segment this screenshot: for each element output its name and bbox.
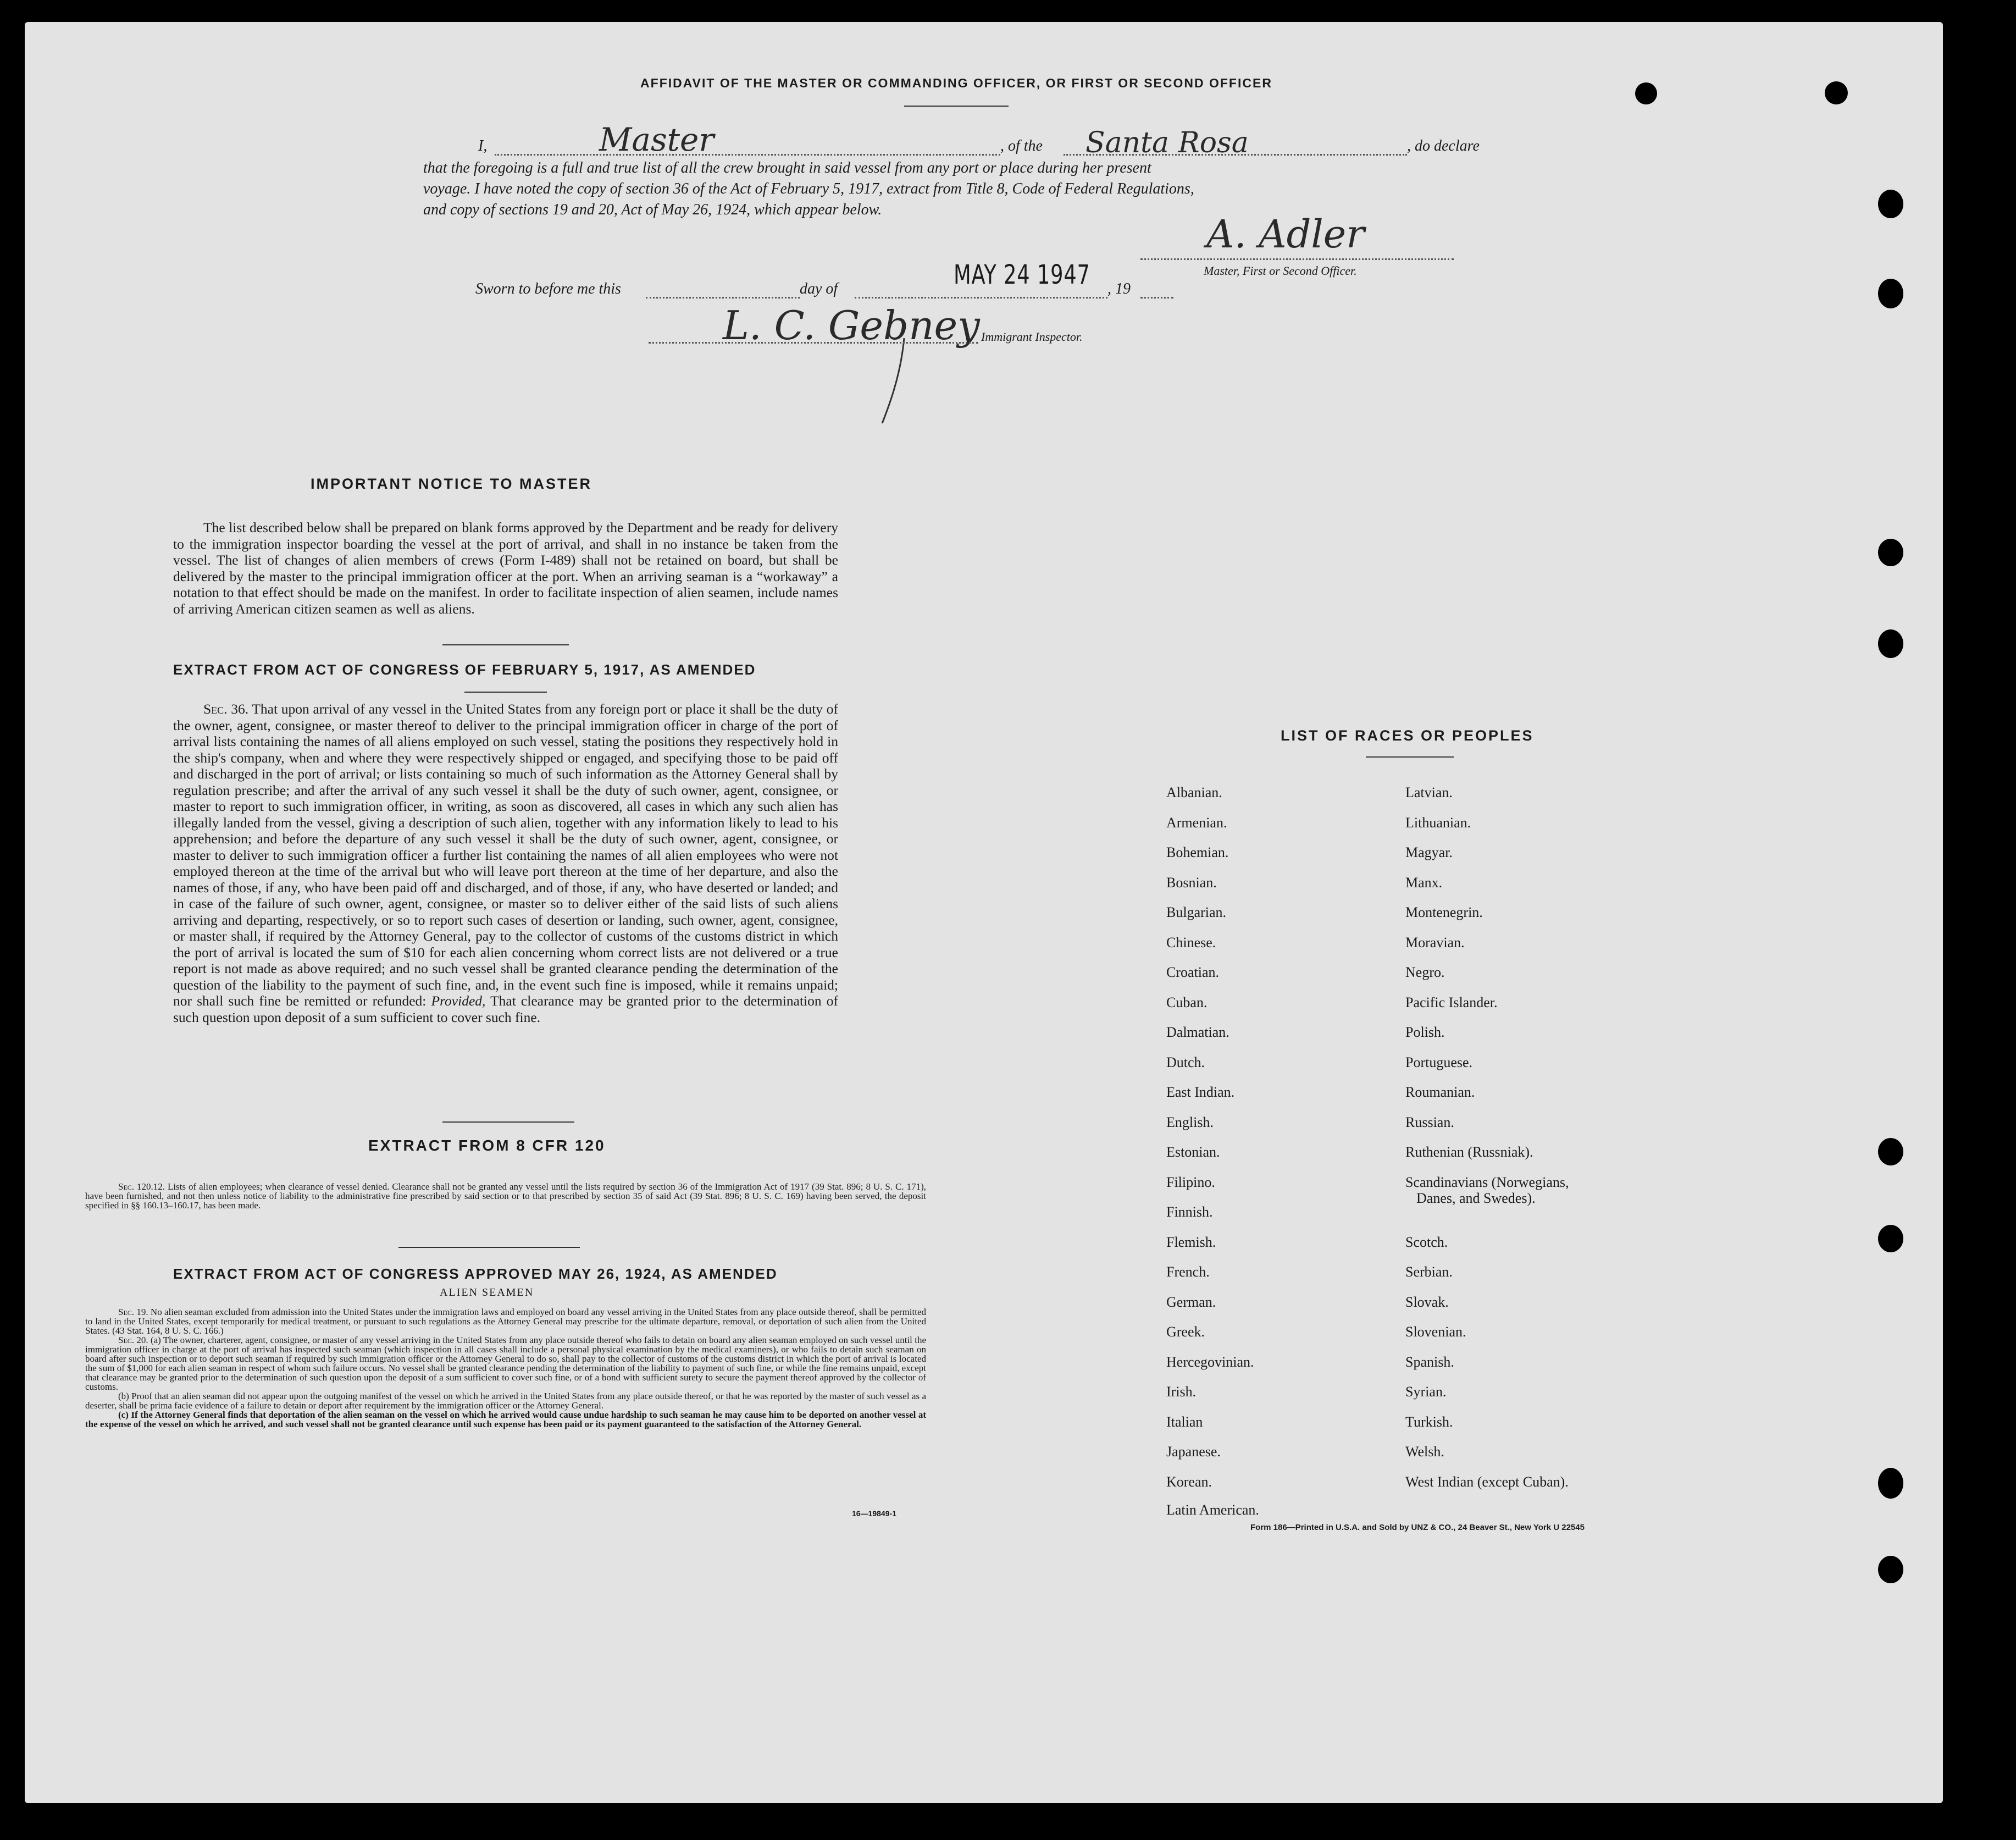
section-body: No alien seaman excluded from admission into the United States under the immigration laws and employed on board any vessel arriving in the United States from any place outside thereof, shall be permitted to land in the United States, except temporarily for medical treatment, or pursuant to such regulations as the Attorney General may prescribe for the ultimate departure, removal, or deportation of such alien from the United States. (43 Stat. 164, 8 U. S. C. 166.) — [85, 1307, 927, 1336]
notice-title: IMPORTANT NOTICE TO MASTER — [311, 476, 592, 492]
race-item: Welsh. — [1405, 1444, 1444, 1460]
race-item: Magyar. — [1405, 844, 1453, 860]
race-item: Armenian. — [1166, 814, 1227, 831]
extract-1924-text — [85, 1307, 926, 1429]
race-item: Serbian. — [1405, 1264, 1453, 1280]
extract-1917-title: EXTRACT FROM ACT OF CONGRESS OF FEBRUARY 5, 1917, AS AMENDED — [173, 661, 756, 678]
race-item: Turkish. — [1405, 1413, 1453, 1430]
race-item: Russian. — [1405, 1114, 1454, 1130]
race-item-line: Danes, and Swedes). — [1416, 1190, 1536, 1206]
races-column-1 — [1166, 778, 1386, 1523]
race-item: Spanish. — [1405, 1353, 1454, 1370]
race-item: Greek. — [1166, 1324, 1205, 1340]
race-item: Moravian. — [1405, 934, 1465, 951]
race-item: Syrian. — [1405, 1384, 1447, 1400]
inspector-caption: Immigrant Inspector. — [981, 330, 1083, 344]
race-item: Latin American. — [1166, 1502, 1259, 1518]
race-item: Cuban. — [1166, 994, 1208, 1010]
date-stamp: MAY 24 1947 — [954, 259, 1090, 290]
punch-hole — [1878, 1225, 1903, 1252]
affidavit-line: and copy of sections 19 and 20, Act of May 26, 1924, which appear below. — [423, 201, 882, 218]
declarant-label: I, — [478, 137, 488, 154]
race-item: English. — [1166, 1114, 1214, 1130]
punch-hole — [1878, 1556, 1903, 1583]
section-label: Sec. 120.12. — [118, 1181, 165, 1192]
race-item: Latvian. — [1405, 784, 1453, 800]
race-item — [1405, 1168, 1664, 1228]
alien-seamen-subtitle: ALIEN SEAMEN — [440, 1286, 534, 1299]
race-item: Italian — [1166, 1413, 1203, 1430]
race-item: Negro. — [1405, 964, 1445, 980]
race-item: German. — [1166, 1294, 1216, 1310]
punch-hole — [1878, 1468, 1903, 1499]
inspector-signature-line — [649, 342, 978, 344]
punch-hole — [1878, 1138, 1903, 1165]
race-item: Slovak. — [1405, 1294, 1449, 1310]
race-item: Scotch. — [1405, 1234, 1448, 1250]
divider — [904, 106, 1009, 107]
race-item: East Indian. — [1166, 1084, 1235, 1100]
race-item: Lithuanian. — [1405, 814, 1471, 831]
race-item: Polish. — [1405, 1024, 1445, 1040]
section-label: Sec. 36. — [203, 701, 249, 717]
cfr-text — [85, 1182, 926, 1210]
race-item: Pacific Islander. — [1405, 994, 1498, 1010]
race-item: West Indian (except Cuban). — [1405, 1473, 1569, 1490]
affidavit-title: AFFIDAVIT OF THE MASTER OR COMMANDING OFFICER, OR FIRST OR SECOND OFFICER — [640, 76, 1272, 90]
sworn-day-line — [646, 297, 800, 299]
section-body: That upon arrival of any vessel in the United States from any foreign port or place it shall be the duty of the owner, agent, consignee, or master thereof to deliver to the principal immigration officer in charge of the port of arrival lists containing the names of all aliens employed on such vessel, stating the positions they respectively hold in the ship's company, when and where they were respectively shipped or engaged, and specifying those to be paid off and discharged in the port of arrival; or lists containing so much of such information as the Attorney General shall by regulation prescribe; and after the arrival of any such vessel it shall be the duty of such owner, agent, consignee, or master to report to such immigration officer, in writing, as soon as discovered, all cases in which any such alien has illegally landed from the vessel, giving a description of such alien, together with any information likely to lead to his apprehension; and before the departure of any such vessel it shall be the duty of such owner, agent, consignee, or master to deliver to such immigration officer a further list containing the names of all alien employees who were not employed thereon at the time of the arrival but who will leave port thereon at the time of her departure, and also the names of those, if any, who have been paid off and discharged, and of those, if any, who have deserted or landed; and in case of the failure of such owner, agent, consignee, or master so to deliver either of the said lists of such aliens arriving and departing, respectively, or so to report such cases of desertion or landing, such owner, agent, consignee, or master shall, if required by the Attorney General, pay to the collector of customs of the customs district in which the port of arrival is located the sum of $10 for each alien concerning whom correct lists are not delivered or a true report is not made as above required; and no such vessel shall be granted clearance pending the determination of the question of the liability to the payment of such fine, and, in the event such fine is imposed, while it remains unpaid; nor shall such fine be remitted or refunded: — [173, 701, 838, 1009]
of-the-label: , of the — [1000, 137, 1043, 154]
year-label: , 19 — [1107, 280, 1131, 297]
printer-footer: Form 186—Printed in U.S.A. and Sold by UNZ & CO., 24 Beaver St., New York U 22545 — [1250, 1523, 1585, 1532]
section-label: Sec. 20. — [118, 1335, 148, 1345]
race-item: Ruthenian (Russniak). — [1405, 1144, 1533, 1160]
race-item: Manx. — [1405, 874, 1443, 891]
races-column-2 — [1405, 778, 1664, 1497]
race-item: Japanese. — [1166, 1444, 1221, 1460]
extract-1924-title: EXTRACT FROM ACT OF CONGRESS APPROVED MAY 26, 1924, AS AMENDED — [173, 1266, 778, 1282]
section-body: Lists of alien employees; when clearance of vessel denied. Clearance shall not be granted any vessel until the lists required by section 36 of the Immigration Act of 1917 (39 Stat. 896; 8 U. S. C. 171), have been furnished, and not then unless notice of liability to the administrative fine prescribed by said section or to that prescribed by section 35 of said Act (39 Stat. 896; 8 U. S. C. 169) having been served, the deposit specified in §§ 160.13–160.17, has been made. — [85, 1181, 927, 1211]
race-item: Korean. — [1166, 1473, 1212, 1490]
race-item: Chinese. — [1166, 934, 1216, 951]
sworn-month-line — [855, 297, 1107, 299]
cfr-title: EXTRACT FROM 8 CFR 120 — [368, 1137, 606, 1154]
divider — [442, 644, 569, 645]
officer-caption: Master, First or Second Officer. — [1204, 264, 1357, 278]
section-body: (a) The owner, charterer, agent, consignee, or master of any vessel arriving in the United States from any place outside thereof who fails to detain on board any alien seaman employed on such vessel until the immigration officer in charge at the port of arrival has inspected such seaman (which inspection in all cases shall include a personal physical examination by the medical examiners), or who fails to detain such seaman on board after such inspection or to deport such seaman if required by such immigration officer or the Attorney General to do so, shall pay to the collector of customs of the customs district in which the port of arrival is located the sum of $1,000 for each alien seaman in respect of whom such failure occurs. No vessel shall be granted clearance pending the determination of the liability to payment of such fine, or while the fine remains unpaid, except that clearance may be granted prior to the determination of such question upon the deposit of a sum sufficient to cover such fine, or of a bond with sufficient surety to secure the payment thereof approved by the collector of customs. — [85, 1335, 926, 1392]
race-item: Croatian. — [1166, 964, 1220, 980]
race-item: Roumanian. — [1405, 1084, 1475, 1100]
day-of-label: day of — [800, 280, 838, 297]
punch-hole — [1878, 629, 1903, 658]
race-item: Albanian. — [1166, 784, 1222, 800]
year-line — [1140, 297, 1173, 299]
race-item: Bohemian. — [1166, 844, 1229, 860]
race-item: Bulgarian. — [1166, 904, 1227, 920]
race-item: Hercegovinian. — [1166, 1353, 1254, 1370]
declarant-handwritten: Master — [599, 121, 715, 158]
notice-text: The list described below shall be prepared on blank forms approved by the Department and be ready for delivery to the immigration inspector boarding the vessel at the port of arrival, and shall in no instance be taken from the vessel. The list of changes of alien members of crews (Form I-489) shall not be retained on board, but shall be delivered by the master to the principal immigration officer at the port. When an arriving seaman is a “workaway” a notation to that effect should be made on the manifest. In order to facilitate inspection of alien seamen, include names of arriving American citizen seamen as well as aliens. — [173, 520, 838, 617]
race-item: Portuguese. — [1405, 1054, 1473, 1070]
race-item: Finnish. — [1166, 1204, 1213, 1220]
officer-signature: A. Adler — [1206, 212, 1365, 257]
document-page — [25, 22, 1943, 1803]
signature-flourish — [871, 335, 915, 429]
punch-hole — [1878, 279, 1903, 308]
extract-1917-text — [173, 701, 838, 1025]
race-item: Dalmatian. — [1166, 1024, 1229, 1040]
race-item: Flemish. — [1166, 1234, 1216, 1250]
race-item: Estonian. — [1166, 1144, 1220, 1160]
provided-word: Provided, — [431, 993, 486, 1009]
inspector-signature: L. C. Gebney — [723, 302, 980, 349]
declarant-line — [495, 154, 1000, 156]
race-item: Filipino. — [1166, 1174, 1215, 1190]
sworn-label: Sworn to before me this — [475, 280, 621, 297]
section-body: (b) Proof that an alien seaman did not appear upon the outgoing manifest of the vessel on which he arrived in the United States from any place outside thereof, or that he was reported by the master of such vessel as a deserter, shall be prima facie evidence of a failure to detain or deport after requirement by the immigration officer or the Attorney General. — [85, 1391, 926, 1411]
section-body: (c) If the Attorney General finds that deportation of the alien seaman on the vessel on which he arrived would cause undue hardship to such seaman he may cause him to be deported on another vessel at the expense of the vessel on which he arrived, and such vessel shall not be granted clearance until such expense has been paid or its payment guaranteed to the satisfaction of the Attorney General. — [85, 1410, 926, 1429]
race-item-line: Scandinavians (Norwegians, — [1405, 1174, 1569, 1190]
races-title: LIST OF RACES OR PEOPLES — [1281, 727, 1534, 744]
race-item: Dutch. — [1166, 1054, 1205, 1070]
divider — [442, 1121, 574, 1123]
officer-signature-line — [1140, 258, 1454, 260]
race-item: Montenegrin. — [1405, 904, 1483, 920]
declare-label: , do declare — [1407, 137, 1480, 154]
divider — [464, 692, 547, 693]
race-item: Irish. — [1166, 1384, 1197, 1400]
section-end: That clearance may be granted prior to the determination of such question upon deposit of a sum sufficient to cover such fine. — [173, 993, 838, 1025]
affidavit-line: voyage. I have noted the copy of section 36 of the Act of February 5, 1917, extract from Title 8, Code of Federal Regulations, — [423, 180, 1194, 197]
form-code: 16—19849-1 — [852, 1509, 896, 1518]
vessel-handwritten: Santa Rosa — [1085, 126, 1249, 159]
punch-hole — [1878, 539, 1903, 566]
race-item: Bosnian. — [1166, 874, 1217, 891]
race-item: Slovenian. — [1405, 1324, 1466, 1340]
divider — [398, 1247, 580, 1248]
section-label: Sec. 19. — [118, 1307, 148, 1317]
affidavit-line: that the foregoing is a full and true list of all the crew brought in said vessel from any port or place during her present — [423, 159, 1151, 176]
race-item: French. — [1166, 1264, 1210, 1280]
punch-hole — [1878, 190, 1903, 218]
divider — [1366, 756, 1454, 758]
